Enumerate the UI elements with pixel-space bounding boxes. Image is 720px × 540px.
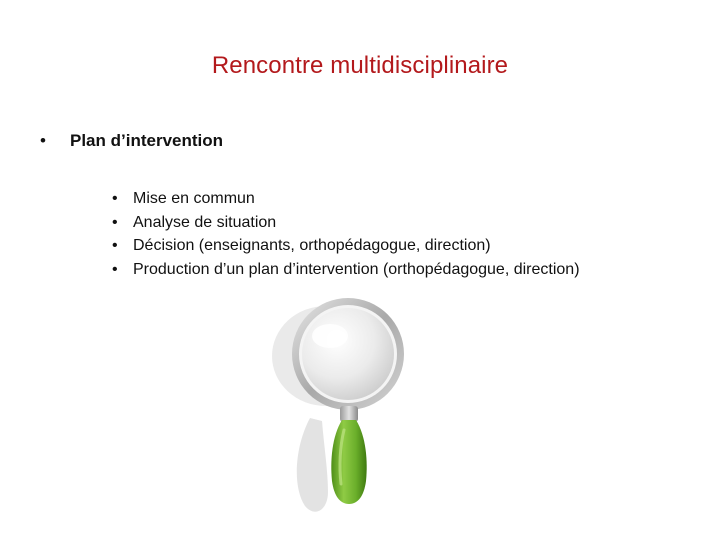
sub-bullet-list <box>112 190 580 284</box>
list-item <box>112 237 580 261</box>
bullet-marker: • <box>112 190 118 207</box>
lens-glass <box>302 308 394 400</box>
magnifying-glass-icon <box>270 296 420 540</box>
handle-shadow <box>297 418 328 512</box>
slide-title: Rencontre multidisciplinaire <box>211 52 509 79</box>
list-item-text: Mise en commun <box>133 190 255 207</box>
bullet-marker: • <box>40 131 46 150</box>
bullet-marker: • <box>112 237 118 254</box>
lens-highlight <box>312 324 348 348</box>
list-item <box>112 261 580 285</box>
handle-neck <box>340 406 358 422</box>
list-item <box>112 190 580 214</box>
main-bullet-text: Plan d’intervention <box>70 131 224 150</box>
list-item <box>112 214 580 238</box>
bullet-marker: • <box>112 260 118 278</box>
list-item-text: Analyse de situation <box>133 213 277 231</box>
main-bullet <box>40 131 223 151</box>
list-item-text: Production d’un plan d’intervention (orthopédagogue, direction) <box>133 260 580 278</box>
list-item-text: Décision (enseignants, orthopédagogue, direction) <box>133 237 491 254</box>
handle <box>331 420 366 504</box>
bullet-marker: • <box>112 213 118 231</box>
